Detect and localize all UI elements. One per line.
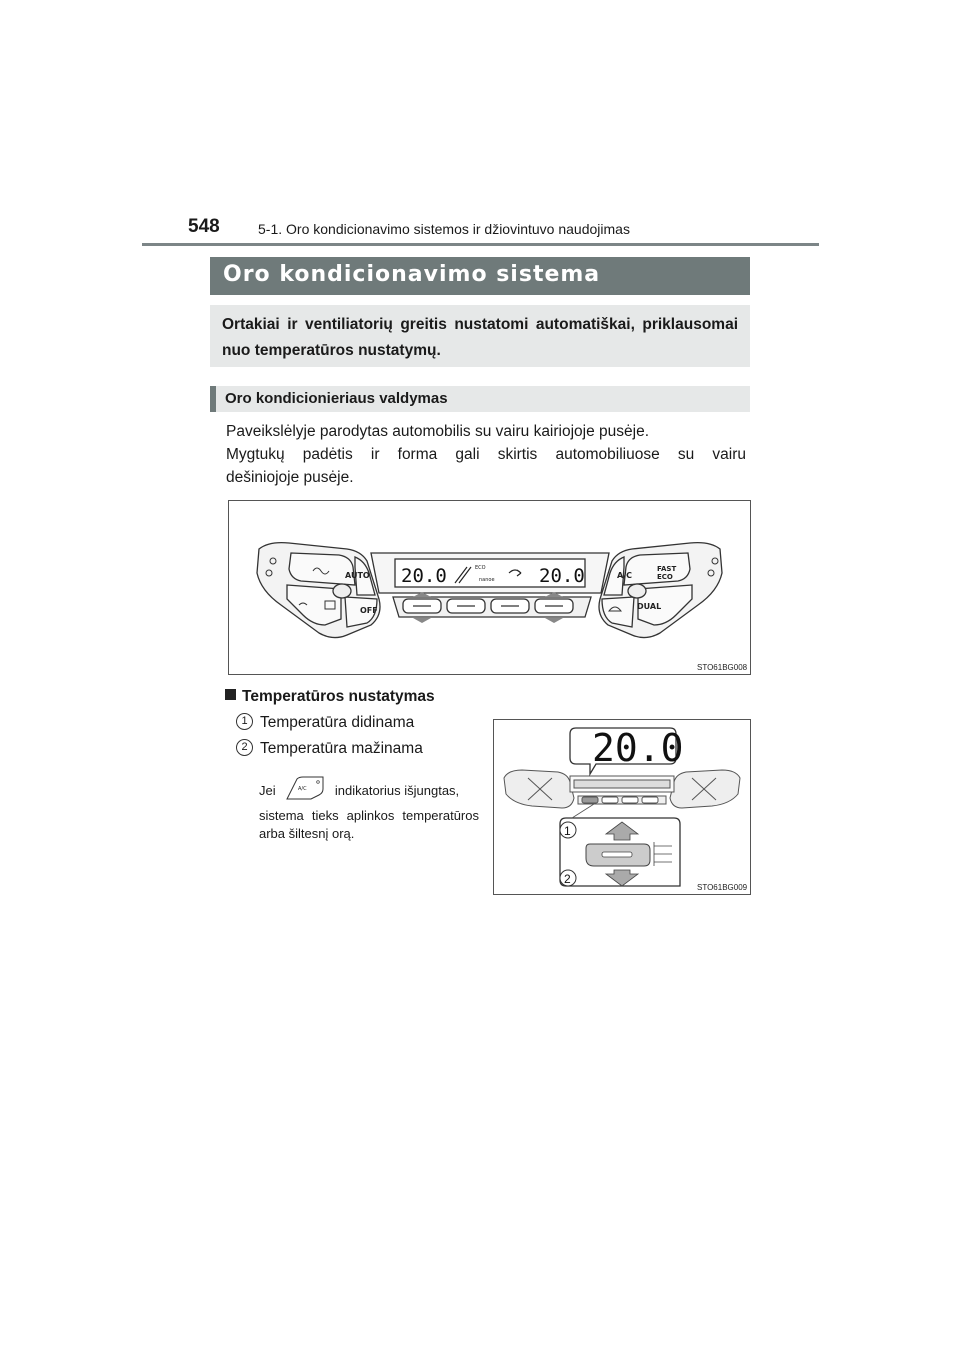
step-1-badge: 1 (236, 713, 253, 730)
off-label: OFF (360, 606, 378, 615)
ac-note-jei: Jei (259, 783, 276, 798)
eco-label: ECO (657, 573, 673, 581)
section-title: Oro kondicionavimo sistema (223, 262, 601, 287)
temp-left-display: 20.0 (401, 565, 447, 587)
ac-note-rest: indikatorius išjungtas, (334, 783, 460, 798)
auto-label: AUTO (345, 571, 370, 580)
nanoe-label: nanoe (479, 577, 495, 583)
ac-label: A/C (617, 571, 632, 580)
callout-display-value: 20.0 (592, 726, 684, 770)
header-rule (142, 243, 819, 246)
ac-note (259, 775, 479, 849)
step-1-label: Temperatūra didinama (260, 714, 415, 731)
page-number: 548 (188, 216, 220, 237)
body-text (226, 420, 746, 489)
ac-note-line-2: sistema tieks aplinkos temperatūros arba šiltesnį orą. (259, 808, 479, 841)
climate-panel-illustration (229, 501, 750, 674)
figure2-badge-1: 1 (564, 824, 571, 838)
body-paragraph-2b: dešiniojoje pusėje. (226, 469, 354, 486)
display-eco-label: ECO (475, 565, 486, 571)
temperature-switch-illustration (494, 720, 750, 894)
subsection-title: Oro kondicionieriaus valdymas (225, 390, 448, 407)
temp-right-display: 20.0 (539, 565, 585, 587)
square-bullet-icon (225, 689, 236, 700)
body-paragraph-2a: Mygtukų padėtis ir forma gali skirtis automobiliuose su vairu (226, 446, 746, 463)
figure2-badge-2: 2 (564, 872, 571, 886)
subsection-bar (210, 386, 216, 412)
body-paragraph-1: Paveikslėlyje parodytas automobilis su vairu kairiojoje pusėje. (226, 423, 650, 440)
intro-box (210, 305, 750, 367)
intro-text: Ortakiai ir ventiliatorių greitis nustatomi automatiškai, priklausomai nuo temperatūros nustatymų. (222, 316, 738, 359)
section-banner (210, 257, 750, 295)
temperature-heading (225, 688, 435, 706)
subsection-banner (210, 386, 750, 412)
temperature-heading-text: Temperatūros nustatymas (242, 688, 435, 705)
figure1-code: STO61BG008 (697, 663, 748, 672)
fast-label: FAST (657, 565, 677, 573)
climate-panel-figure (228, 500, 751, 675)
ac-note-line-1 (259, 775, 479, 801)
figure2-code: STO61BG009 (697, 883, 748, 892)
temperature-switch-figure (493, 719, 751, 895)
step-2-label: Temperatūra mažinama (260, 740, 423, 757)
running-title: 5-1. Oro kondicionavimo sistemos ir džiovintuvo naudojimas (258, 221, 630, 237)
ac-button-label: A/C (298, 786, 307, 792)
ac-button-icon (283, 775, 327, 801)
dual-label: DUAL (637, 602, 662, 611)
step-2-badge: 2 (236, 739, 253, 756)
